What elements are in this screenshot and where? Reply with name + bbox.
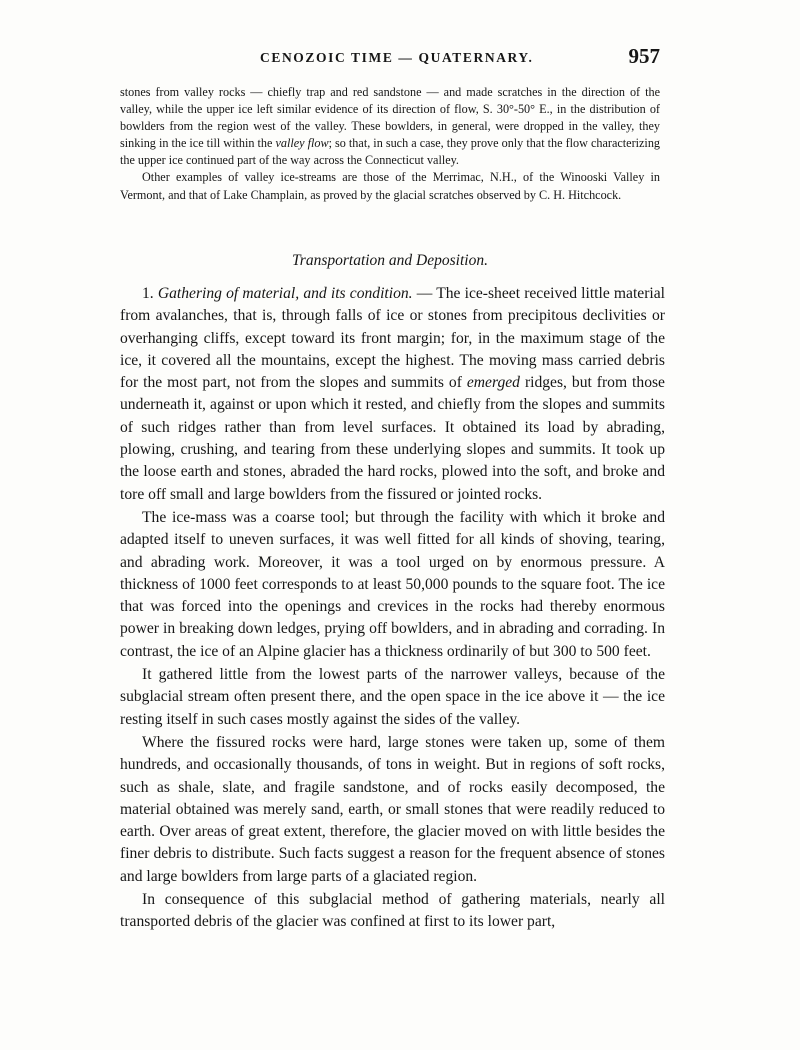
main-text [120,283,665,934]
continued-paragraph-block [120,84,660,204]
page-number: 957 [628,44,660,68]
continued-paragraph-text-b: ; so that, in such a case, they prove only that the flow characterizing the upper ice continued part of the way across the Connecticut valley. [120,136,661,168]
continued-paragraph-text-a: stones from valley rocks — chiefly trap and red sandstone — and made scratches in the direction of the valley, while the upper ice left similar evidence of its direction of flow, S. 30°-50° E., in the distribution of bowlders from the region west of the valley. These bowlders, in general, were dropped in the valley, they sinking in the ice till within the [120,85,660,151]
section-heading: Transportation and Deposition. [292,252,488,269]
fissured-rocks-paragraph: Where the fissured rocks were hard, large stones were taken up, some of them hundreds, and occasionally thousands, of tons in weight. But in regions of soft rocks, such as shale, slate, and fragile sandstone, and of rocks easily decomposed, the material obtained was merely sand, earth, or small stones that were readily reduced to earth. Over areas of great extent, therefore, the glacier moved on with little besides the finer debris to distribute. Such facts suggest a reason for the frequent absence of stones and large bowlders from large parts of a glaciated region. [120,733,665,885]
paragraph-subheading: Gathering of material, and its condition. [157,285,413,302]
running-head [120,44,660,74]
paragraph-number: 1. [142,285,158,302]
valley-flow-emphasis: valley flow [275,136,329,151]
valley-ice-streams-paragraph: Other examples of valley ice-streams are those of the Merrimac, N.H., of the Winooski Valley in Vermont, and that of Lake Champlain, as proved by the glacial scratches observed by C. H. Hitchcock. [120,170,660,202]
running-title: CENOZOIC TIME — QUATERNARY. [260,50,534,65]
gathering-text-b: ridges, but from those underneath it, against or upon which it rested, and chiefly from the slopes and summits of such ridges rather than from level surfaces. It obtained its load by abrading, plowing, crushing, and tearing from these underlying slopes and summits. It took up the loose earth and stones, abraded the hard rocks, plowed into the soft, and broke and tore off small and large bowlders from the fissured or jointed rocks. [120,374,665,503]
consequence-paragraph: In consequence of this subglacial method of gathering materials, nearly all transported debris of the glacier was confined at first to its lower part, [120,891,665,931]
gathering-paragraph [120,283,665,506]
gathering-text-a: — The ice-sheet received little material from avalanches, that is, through falls of ice or stones from precipitous declivities or overhanging cliffs, except toward its front margin; for, in the maximum stage of the ice, it covered all the mountains, except the highest. The moving mass carried debris for the most part, not from the slopes and summits of [120,285,665,392]
lowest-parts-paragraph: It gathered little from the lowest parts of the narrower valleys, because of the subglacial stream often present there, and the open space in the ice above it — the ice resting itself in such cases mostly against the sides of the valley. [120,666,665,728]
emerged-emphasis: emerged [466,374,520,392]
coarse-tool-paragraph: The ice-mass was a coarse tool; but through the facility with which it broke and adapted itself to uneven surfaces, it was well fitted for all kinds of shoving, tearing, and abrading work. Moreover, it was a tool urged on by enormous pressure. A thickness of 1000 feet corresponds to at least 50,000 pounds to the square foot. The ice that was forced into the openings and crevices in the rocks had thereby enormous power in breaking down ledges, prying off bowlders, and in abrading and corrading. In contrast, the ice of an Alpine glacier has a thickness ordinarily of but 300 to 500 feet. [120,508,665,660]
continued-paragraph [120,84,660,169]
